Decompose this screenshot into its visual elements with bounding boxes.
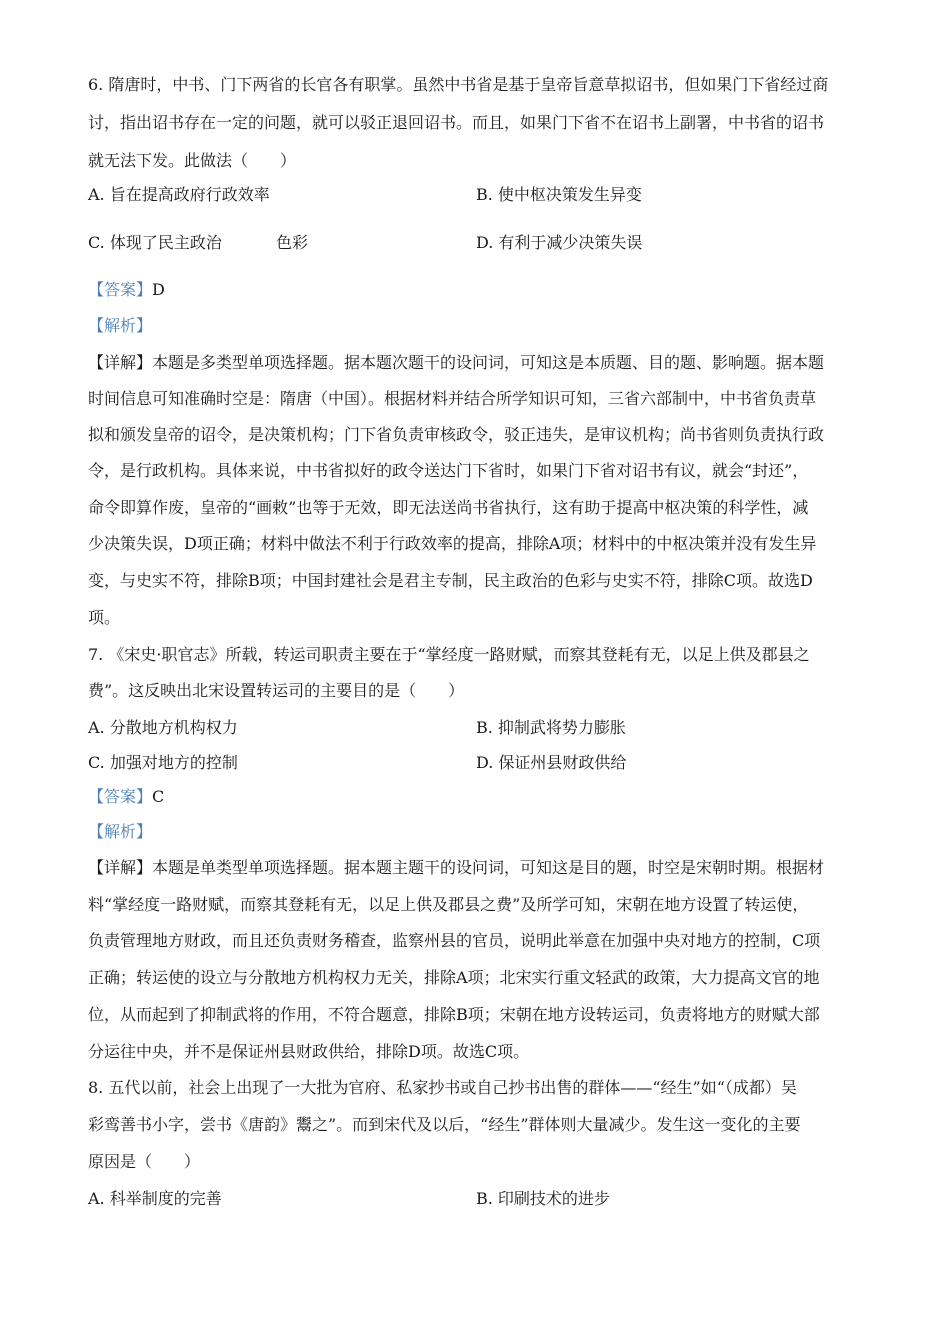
q8-stem-line-3: 原因是（ ）: [88, 1152, 201, 1171]
q7-detail-line-2: 料“掌经度一路财赋，而察其登耗有无，以足上供及郡县之费”及所学可知，宋朝在地方设置了转运使，: [88, 895, 809, 914]
q6-analysis-label: 【解析】: [88, 316, 153, 335]
q6-stem-line-1: 6. 隋唐时，中书、门下两省的长官各有职掌。虽然中书省是基于皇帝旨意草拟诏书，但如果门下省经过商: [88, 75, 829, 94]
q6-answer-row: [88, 279, 165, 301]
q6-detail-line-2: 时间信息可知准确时空是：隋唐（中国）。根据材料并结合所学知识可知，三省六部制中，中书省负责草: [88, 389, 817, 408]
q6-option-c-tail: 色彩: [276, 233, 309, 252]
q7-detail-line-3: 负责管理地方财政，而且还负责财务稽查，监察州县的官员，说明此举意在加强中央对地方的控制，C项: [88, 931, 821, 950]
q7-answer-label: 【答案】: [88, 787, 153, 806]
q6-answer-label: 【答案】: [88, 280, 153, 299]
q6-stem-line-3: 就无法下发。此做法（ ）: [88, 151, 297, 170]
q6-detail-line-3: 拟和颁发皇帝的诏令，是决策机构；门下省负责审核政令，驳正违失，是审议机构；尚书省则负责执行政: [88, 425, 825, 444]
q8-option-b: B. 印刷技术的进步: [476, 1189, 610, 1208]
q7-answer-value: C: [152, 787, 165, 806]
q6-option-a: A. 旨在提高政府行政效率: [88, 185, 270, 204]
q6-answer-value: D: [152, 280, 165, 299]
q7-detail-line-5: 位，从而起到了抑制武将的作用，不符合题意，排除B项；宋朝在地方设转运司，负责将地方的财赋大部: [88, 1005, 820, 1024]
q7-detail-line-6: 分运往中央，并不是保证州县财政供给，排除D项。故选C项。: [88, 1042, 530, 1061]
q7-analysis-label: 【解析】: [88, 822, 153, 841]
q7-stem-line-1: 7. 《宋史·职官志》所载，转运司职责主要在于“掌经度一路财赋，而察其登耗有无，以足上供及郡县之: [88, 645, 810, 664]
q6-option-b: B. 使中枢决策发生异变: [476, 185, 642, 204]
q6-detail-line-6: 少决策失误，D项正确；材料中做法不利于行政效率的提高，排除A项；材料中的中枢决策并没有发生异: [88, 534, 817, 553]
q6-detail-line-5: 命令即算作废，皇帝的“画敕”也等于无效，即无法送尚书省执行，这有助于提高中枢决策的科学性，减: [88, 498, 809, 517]
q6-option-d: D. 有利于减少决策失误: [476, 233, 643, 252]
q8-option-a: A. 科举制度的完善: [88, 1189, 222, 1208]
q7-detail-line-4: 正确；转运使的设立与分散地方机构权力无关，排除A项；北宋实行重文轻武的政策，大力提高文官的地: [88, 968, 820, 987]
q7-option-c: C. 加强对地方的控制: [88, 753, 238, 772]
q6-detail-line-1: 【详解】本题是多类型单项选择题。据本题次题干的设问词，可知这是本质题、目的题、影响题。据本题: [88, 353, 825, 372]
q6-option-c: C. 体现了民主政治: [88, 233, 222, 252]
q6-detail-line-8: 项。: [88, 608, 121, 627]
q7-option-b: B. 抑制武将势力膨胀: [476, 718, 626, 737]
q6-detail-line-4: 令，是行政机构。具体来说，中书省拟好的政令送达门下省时，如果门下省对诏书有议，就会“封还”，: [88, 461, 809, 480]
q6-stem-line-2: 讨，指出诏书存在一定的问题，就可以驳正退回诏书。而且，如果门下省不在诏书上副署，中书省的诏书: [88, 113, 825, 132]
q8-stem-line-2: 彩鸾善书小字，尝书《唐韵》鬻之”。而到宋代及以后，“经生”群体则大量减少。发生这一变化的主要: [88, 1115, 801, 1134]
q7-option-d: D. 保证州县财政供给: [476, 753, 627, 772]
q7-option-a: A. 分散地方机构权力: [88, 718, 238, 737]
q6-detail-line-7: 变，与史实不符，排除B项；中国封建社会是君主专制，民主政治的色彩与史实不符，排除C项。故选D: [88, 571, 813, 590]
q7-detail-line-1: 【详解】本题是单类型单项选择题。据本题主题干的设问词，可知这是目的题，时空是宋朝时期。根据材: [88, 858, 825, 877]
q7-stem-line-2: 费”。这反映出北宋设置转运司的主要目的是（ ）: [88, 681, 465, 700]
q7-answer-row: [88, 786, 164, 808]
q8-stem-line-1: 8. 五代以前，社会上出现了一大批为官府、私家抄书或自己抄书出售的群体——“经生”如“（成都）吴: [88, 1078, 797, 1097]
